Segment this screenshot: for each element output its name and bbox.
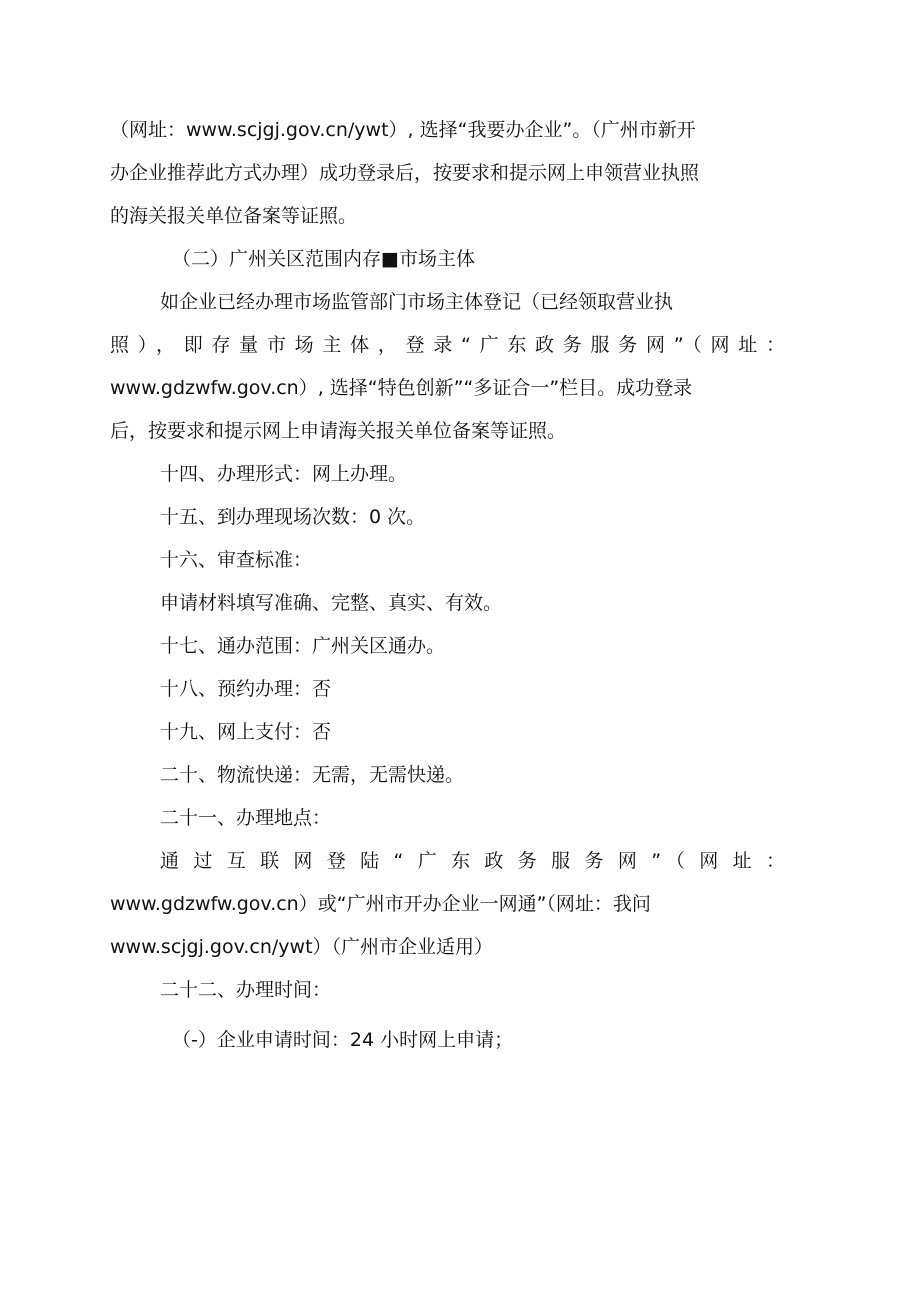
item-17-scope: 十七、通办范围：广州关区通办。	[160, 635, 446, 657]
section-heading-existing-entities: （二）广州关区范围内存■市场主体	[172, 248, 475, 270]
item-21-location: 二十一、办理地点：	[160, 807, 332, 829]
item-14-processing-form: 十四、办理形式：网上办理。	[160, 463, 408, 485]
item-19-online-payment: 十九、网上支付：否	[160, 721, 332, 743]
item-16-review-detail: 申请材料填写准确、完整、真实、有效。	[160, 592, 503, 614]
location-detail-line-2: www.gdzwfw.gov.cn）或“广州市开办企业一网通”（网址：我问	[110, 893, 651, 915]
hours-detail-enterprise: （-）企业申请时间：24 小时网上申请；	[172, 1029, 514, 1051]
item-22-hours: 二十二、办理时间：	[160, 979, 332, 1001]
item-18-appointment: 十八、预约办理：否	[160, 678, 332, 700]
para-1-line-2: 办企业推荐此方式办理）成功登录后，按要求和提示网上申领营业执照	[110, 162, 700, 184]
para-2-line-1: 如企业已经办理市场监管部门市场主体登记（已经领取营业执	[160, 291, 674, 313]
para-2-line-4: 后，按要求和提示网上申请海关报关单位备案等证照。	[110, 420, 567, 442]
item-16-review-standard: 十六、审查标准：	[160, 549, 313, 571]
location-detail-line-3: www.scjgj.gov.cn/ywt）（广州市企业适用）	[110, 936, 494, 958]
para-1-line-1: （网址：www.scjgj.gov.cn/ywt）, 选择“我要办企业”。（广州市新开	[110, 119, 696, 141]
item-15-site-visits: 十五、到办理现场次数：0 次。	[160, 506, 426, 528]
para-1-line-3: 的海关报关单位备案等证照。	[110, 205, 358, 227]
para-2-line-3: www.gdzwfw.gov.cn）, 选择“特色创新”“多证合一”栏目。成功登录	[110, 377, 693, 399]
location-detail-line-1: 通过互联网登陆“广东政务服务网”（网址：	[160, 850, 785, 872]
item-20-express: 二十、物流快递：无需，无需快递。	[160, 764, 465, 786]
para-2-line-2: 照），即存量市场主体，登录“广东政务服务网”（网址：	[110, 334, 785, 356]
